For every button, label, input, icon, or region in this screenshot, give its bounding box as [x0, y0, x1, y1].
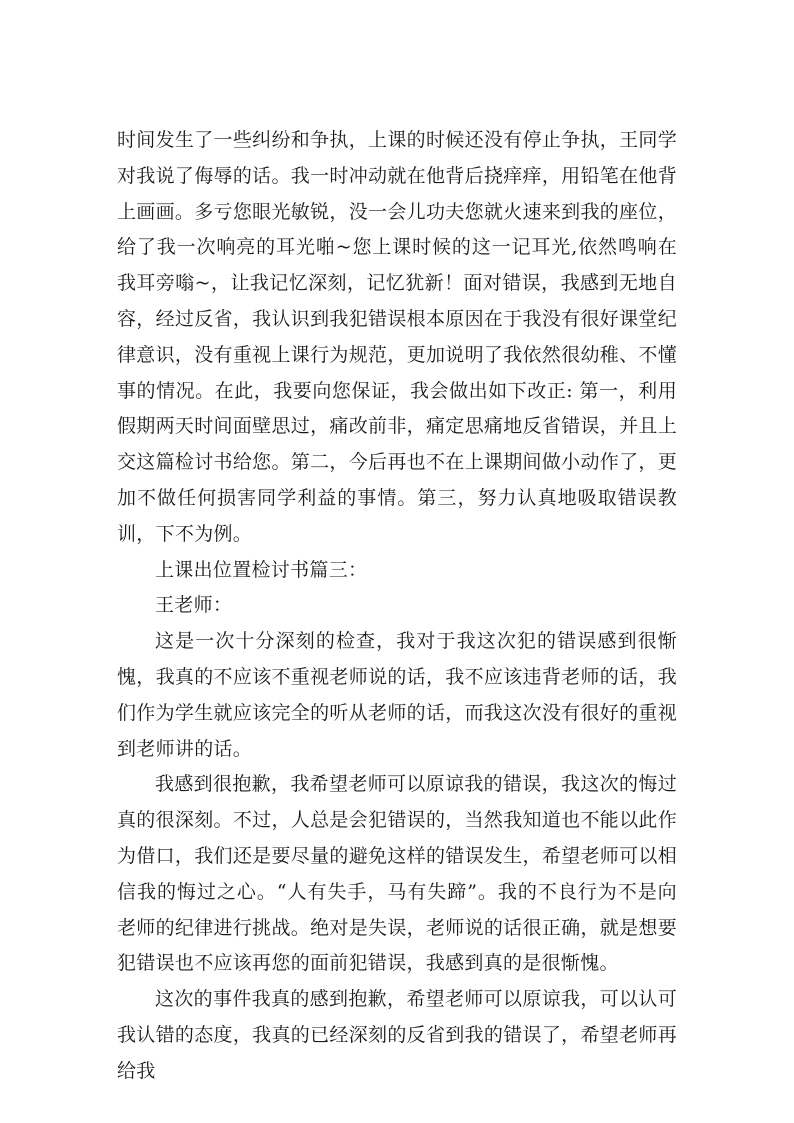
- paragraph: 我感到很抱歉，我希望老师可以原谅我的错误，我这次的悔过真的很深刻。不过，人总是会犯错误的，当然我知道也不能以此作为借口，我们还是要尽量的避免这样的错误发生，希望老师可以相信我的悔过之心。“人有失手，马有失蹄”。我的不良行为不是向老师的纪律进行挑战。绝对是失误，老师说的话很正确，就是想要犯错误也不应该再您的面前犯错误，我感到真的是很惭愧。: [117, 773, 677, 975]
- paragraph: 这是一次十分深刻的检查，我对于我这次犯的错误感到很惭愧，我真的不应该不重视老师说的话，我不应该违背老师的话，我们作为学生就应该完全的听从老师的话，而我这次没有很好的重视到老师讲的话。: [117, 630, 677, 760]
- paragraph-continuation: 时间发生了一些纠纷和争执，上课的时候还没有停止争执，王同学对我说了侮辱的话。我一时冲动就在他背后挠痒痒，用铅笔在他背上画画。多亏您眼光敏锐，没一会儿功夫您就火速来到我的座位，给了我一次响亮的耳光啪~您上课时候的这一记耳光,依然鸣响在我耳旁嗡~，让我记忆深刻，记忆犹新！面对错误，我感到无地自容，经过反省，我认识到我犯错误根本原因在于我没有很好课堂纪律意识，没有重视上课行为规范，更加说明了我依然很幼稚、不懂事的情况。在此，我要向您保证，我会做出如下改正: 第一，利用假期两天时间面壁思过，痛改前非，痛定思痛地反省错误，并且上交这篇检讨书给您。第二，今后再也不在上课期间做小动作了，更加不做任何损害同学利益的事情。第三，努力认真地吸取错误教训，下不为例。: [117, 129, 677, 545]
- salutation: 王老师：: [155, 594, 233, 617]
- document-page: [117, 123, 677, 1090]
- section-heading: 上课出位置检讨书篇三：: [155, 558, 368, 581]
- paragraph: 这次的事件我真的感到抱歉，希望老师可以原谅我，可以认可我认错的态度，我真的已经深刻的反省到我的错误了，希望老师再给我: [117, 988, 677, 1082]
